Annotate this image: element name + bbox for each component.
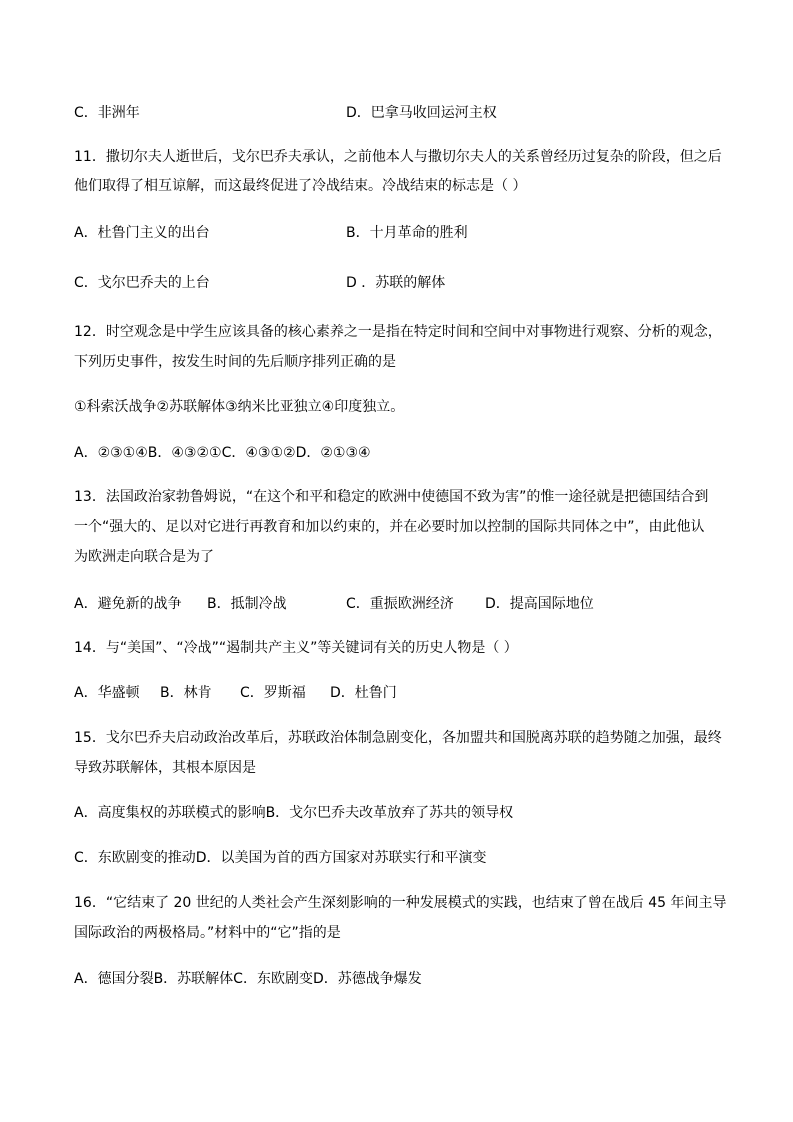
q16-options: A．德国分裂B．苏联解体C．东欧剧变D．苏德战争爆发 bbox=[74, 971, 422, 987]
q15-stem-line-2: 导致苏联解体，其根本原因是 bbox=[74, 760, 256, 776]
q13-stem-line-3: 为欧洲走向联合是为了 bbox=[74, 549, 214, 565]
q14-option-b: B．林肯 bbox=[160, 685, 212, 701]
q14-option-d: D．杜鲁门 bbox=[330, 685, 397, 701]
q13-option-c: C．重振欧洲经济 bbox=[346, 596, 454, 612]
q13-option-a: A．避免新的战争 bbox=[74, 596, 182, 612]
q14-option-a: A．华盛顿 bbox=[74, 685, 140, 701]
q14-option-c: C．罗斯福 bbox=[240, 685, 306, 701]
q10-option-d: D．巴拿马收回运河主权 bbox=[346, 105, 497, 121]
q16-stem-line-1: 16．“它结束了 20 世纪的人类社会产生深刻影响的一种发展模式的实践，也结束了曾在战后 45 年间主导 bbox=[74, 895, 727, 911]
q14-stem: 14．与“美国”、“冷战”“遏制共产主义”等关键词有关的历史人物是（ ） bbox=[74, 640, 518, 656]
q12-options: A．②③①④B．④③②①C．④③①②D．②①③④ bbox=[74, 445, 371, 461]
q13-stem-line-2: 一个“强大的、足以对它进行再教育和加以约束的，并在必要时加以控制的国际共同体之中”，由此他认 bbox=[74, 519, 705, 535]
q13-option-b: B．抵制冷战 bbox=[207, 596, 287, 612]
q12-stem-line-2: 下列历史事件，按发生时间的先后顺序排列正确的是 bbox=[74, 354, 396, 370]
q11-stem-line-2: 他们取得了相互谅解，而这最终促进了冷战结束。冷战结束的标志是（ ） bbox=[74, 178, 527, 194]
q12-stem-line-1: 12．时空观念是中学生应该具备的核心素养之一是指在特定时间和空间中对事物进行观察、分析的观念， bbox=[74, 324, 722, 340]
q15-options-line-1: A．高度集权的苏联模式的影响B．戈尔巴乔夫改革放弃了苏共的领导权 bbox=[74, 805, 514, 821]
q11-option-c: C．戈尔巴乔夫的上台 bbox=[74, 275, 210, 291]
q15-options-line-2: C．东欧剧变的推动D．以美国为首的西方国家对苏联实行和平演变 bbox=[74, 850, 487, 866]
q11-option-b: B．十月革命的胜利 bbox=[346, 225, 468, 241]
q12-events: ①科索沃战争②苏联解体③纳米比亚独立④印度独立。 bbox=[74, 399, 405, 415]
q11-option-d: D ．苏联的解体 bbox=[346, 275, 446, 291]
q13-stem-line-1: 13．法国政治家勃鲁姆说，“在这个和平和稳定的欧洲中使德国不致为害”的惟一途径就是把德国结合到 bbox=[74, 489, 709, 505]
q16-stem-line-2: 国际政治的两极格局。”材料中的“它”指的是 bbox=[74, 925, 341, 941]
q10-option-c: C．非洲年 bbox=[74, 105, 140, 121]
q11-stem-line-1: 11．撒切尔夫人逝世后，戈尔巴乔夫承认，之前他本人与撒切尔夫人的关系曾经历过复杂的阶段，但之后 bbox=[74, 149, 722, 165]
q13-option-d: D．提高国际地位 bbox=[485, 596, 594, 612]
q15-stem-line-1: 15．戈尔巴乔夫启动政治改革后，苏联政治体制急剧变化，各加盟共和国脱离苏联的趋势随之加强，最终 bbox=[74, 730, 722, 746]
q11-option-a: A．杜鲁门主义的出台 bbox=[74, 225, 210, 241]
